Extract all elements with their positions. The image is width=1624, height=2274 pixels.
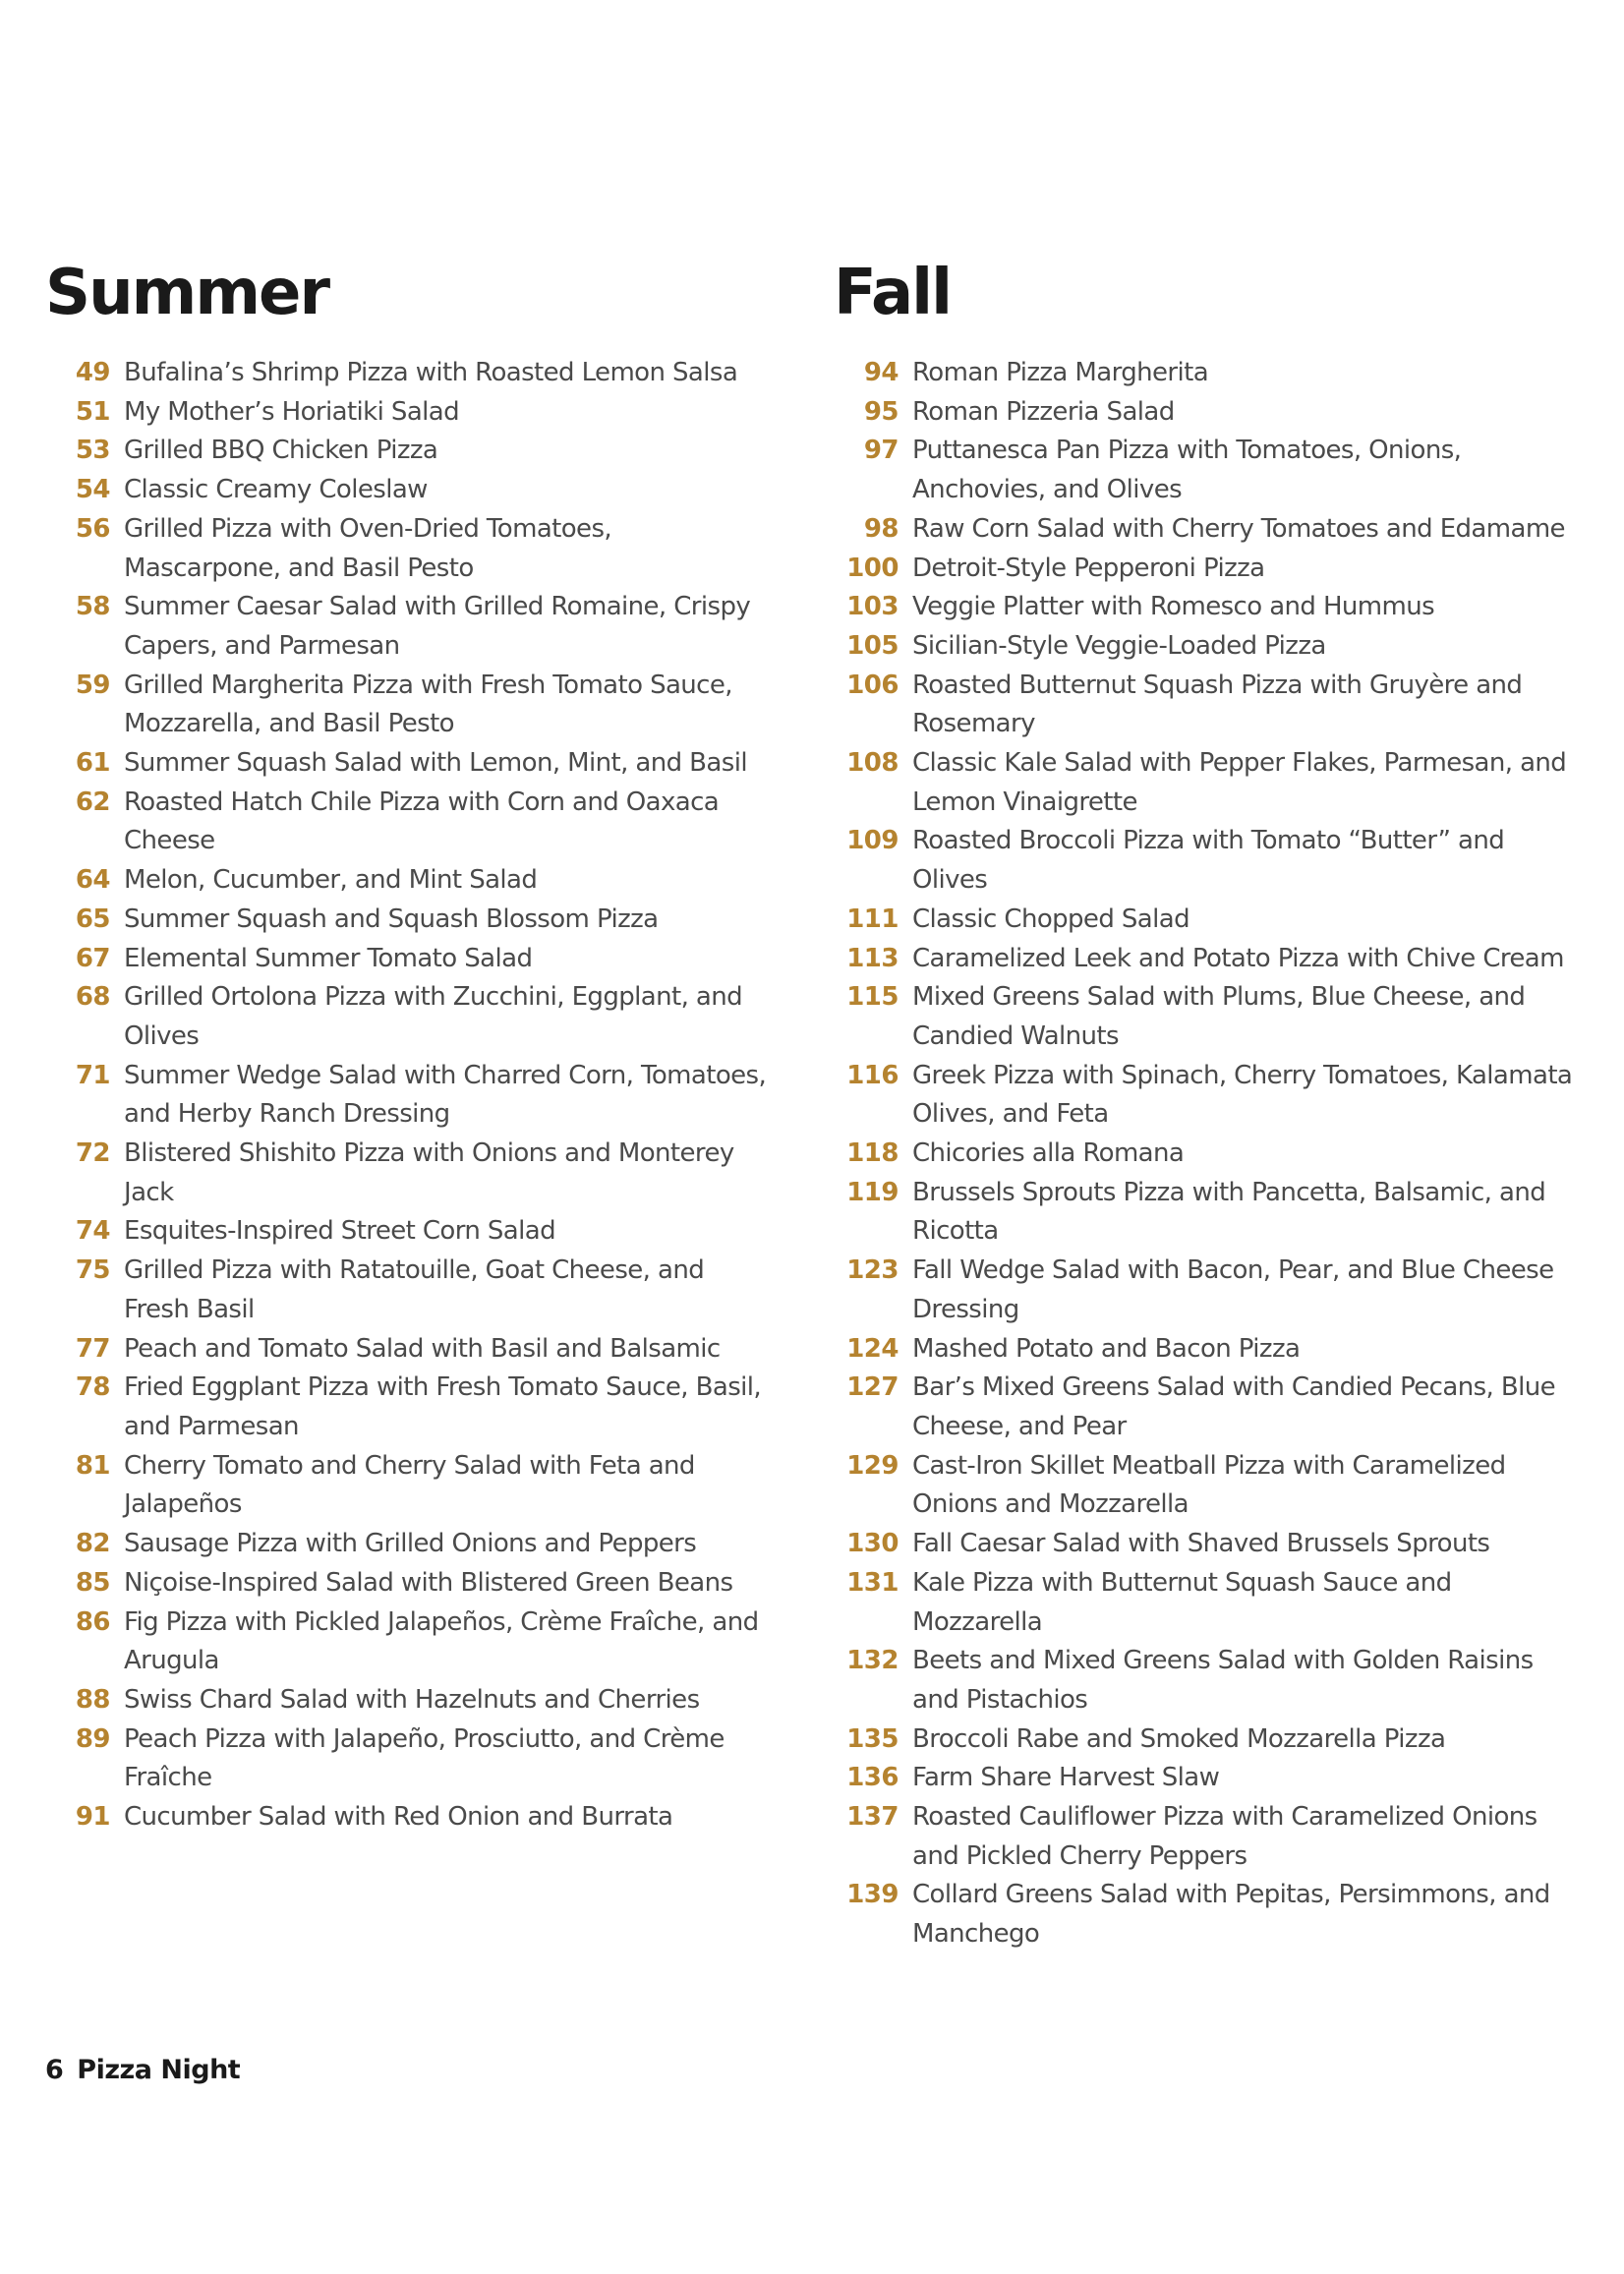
entry-recipe-title: My Mother’s Horiatiki Salad (124, 396, 460, 427)
toc-entry (834, 1447, 1581, 1525)
entry-page-number: 64 (75, 865, 110, 896)
summer-column (45, 244, 773, 1837)
footer-book-title: Pizza Night (77, 2055, 241, 2085)
toc-entry (834, 1525, 1581, 1564)
entry-page-number: 65 (75, 904, 110, 934)
toc-entry (45, 861, 773, 901)
entry-page-number: 139 (846, 1880, 899, 1910)
entry-page-number: 61 (75, 748, 110, 779)
entry-page-number: 75 (75, 1255, 110, 1286)
entry-page-number: 49 (75, 358, 110, 387)
toc-entry (834, 1369, 1581, 1446)
entry-recipe-title: Grilled Pizza with Ratatouille, Goat Cheese, and Fresh Basil (124, 1255, 705, 1324)
fall-entry-list (834, 354, 1581, 1954)
entry-recipe-title: Bufalina’s Shrimp Pizza with Roasted Lemon Salsa (124, 358, 738, 387)
toc-entry (834, 1642, 1581, 1720)
toc-entry (834, 1057, 1581, 1135)
toc-entry (834, 744, 1581, 822)
entry-page-number: 103 (846, 592, 899, 622)
footer-page-number: 6 (45, 2055, 64, 2085)
entry-recipe-title: Farm Share Harvest Slaw (912, 1763, 1220, 1793)
toc-entry (45, 1057, 773, 1135)
entry-page-number: 89 (75, 1723, 110, 1754)
toc-entry (45, 1447, 773, 1525)
toc-entry (834, 1798, 1581, 1876)
entry-page-number: 118 (846, 1138, 899, 1169)
entry-recipe-title: Veggie Platter with Romesco and Hummus (912, 592, 1435, 622)
entry-page-number: 136 (846, 1763, 899, 1793)
entry-recipe-title: Roasted Cauliflower Pizza with Caramelized Onions and Pickled Cherry Peppers (912, 1802, 1537, 1871)
entry-page-number: 113 (846, 943, 899, 973)
entry-recipe-title: Roasted Broccoli Pizza with Tomato “Butter” and Olives (912, 826, 1505, 896)
entry-recipe-title: Collard Greens Salad with Pepitas, Persimmons, and Manchego (912, 1880, 1550, 1950)
entry-page-number: 59 (75, 670, 110, 700)
entry-page-number: 95 (863, 396, 899, 427)
entry-recipe-title: Peach Pizza with Jalapeño, Prosciutto, and Crème Fraîche (124, 1723, 725, 1793)
entry-recipe-title: Caramelized Leek and Potato Pizza with Chive Cream (912, 943, 1564, 973)
toc-entry (45, 1252, 773, 1329)
entry-recipe-title: Swiss Chard Salad with Hazelnuts and Cherries (124, 1684, 700, 1715)
entry-recipe-title: Grilled BBQ Chicken Pizza (124, 436, 438, 466)
toc-entry (834, 1330, 1581, 1370)
entry-page-number: 54 (75, 475, 110, 505)
entry-recipe-title: Roasted Hatch Chile Pizza with Corn and Oaxaca Cheese (124, 787, 720, 856)
toc-entry (834, 901, 1581, 940)
entry-page-number: 85 (75, 1567, 110, 1598)
entry-page-number: 109 (846, 826, 899, 856)
toc-entry (45, 432, 773, 471)
entry-page-number: 106 (846, 670, 899, 700)
entry-recipe-title: Raw Corn Salad with Cherry Tomatoes and Edamame (912, 513, 1565, 544)
entry-page-number: 137 (846, 1802, 899, 1833)
toc-entry (834, 510, 1581, 550)
entry-page-number: 81 (75, 1450, 110, 1481)
summer-entry-list (45, 354, 773, 1837)
entry-recipe-title: Summer Wedge Salad with Charred Corn, Tomatoes, and Herby Ranch Dressing (124, 1060, 767, 1130)
entry-page-number: 74 (75, 1216, 110, 1247)
toc-entry (45, 354, 773, 393)
entry-page-number: 51 (75, 396, 110, 427)
toc-entry (45, 1369, 773, 1446)
toc-entry (45, 1564, 773, 1603)
toc-entry (45, 1135, 773, 1212)
entry-page-number: 132 (846, 1646, 899, 1676)
entry-recipe-title: Mixed Greens Salad with Plums, Blue Cheese, and Candied Walnuts (912, 982, 1526, 1051)
entry-recipe-title: Peach and Tomato Salad with Basil and Balsamic (124, 1333, 721, 1364)
fall-heading: Fall (834, 257, 952, 329)
entry-page-number: 86 (75, 1606, 110, 1637)
entry-recipe-title: Beets and Mixed Greens Salad with Golden Raisins and Pistachios (912, 1646, 1534, 1715)
toc-entry (834, 550, 1581, 589)
entry-page-number: 62 (75, 787, 110, 817)
toc-entry (834, 1252, 1581, 1329)
entry-recipe-title: Brussels Sprouts Pizza with Pancetta, Balsamic, and Ricotta (912, 1177, 1546, 1247)
toc-entry (45, 588, 773, 666)
entry-page-number: 108 (846, 748, 899, 779)
entry-page-number: 68 (75, 982, 110, 1013)
toc-entry (834, 1720, 1581, 1760)
entry-page-number: 127 (846, 1372, 899, 1403)
entry-page-number: 88 (75, 1684, 110, 1715)
toc-entry (834, 1174, 1581, 1252)
entry-recipe-title: Puttanesca Pan Pizza with Tomatoes, Onions, Anchovies, and Olives (912, 436, 1462, 505)
entry-page-number: 124 (846, 1333, 899, 1364)
entry-page-number: 58 (75, 592, 110, 622)
entry-recipe-title: Classic Chopped Salad (912, 904, 1189, 934)
entry-recipe-title: Classic Creamy Coleslaw (124, 475, 428, 505)
entry-page-number: 94 (863, 358, 899, 387)
toc-entry (45, 1681, 773, 1720)
entry-recipe-title: Grilled Margherita Pizza with Fresh Tomato Sauce, Mozzarella, and Basil Pesto (124, 670, 732, 739)
toc-entry (45, 901, 773, 940)
entry-page-number: 115 (846, 982, 899, 1013)
toc-entry (45, 940, 773, 979)
toc-entry (45, 1798, 773, 1837)
entry-recipe-title: Detroit-Style Pepperoni Pizza (912, 553, 1265, 583)
toc-entry (45, 1720, 773, 1798)
entry-recipe-title: Summer Caesar Salad with Grilled Romaine, Crispy Capers, and Parmesan (124, 592, 751, 661)
entry-recipe-title: Esquites-Inspired Street Corn Salad (124, 1216, 556, 1247)
toc-entry (834, 432, 1581, 509)
entry-page-number: 91 (75, 1802, 110, 1833)
toc-entry (834, 978, 1581, 1056)
entry-recipe-title: Cherry Tomato and Cherry Salad with Feta and Jalapeños (124, 1450, 695, 1520)
entry-recipe-title: Grilled Ortolona Pizza with Zucchini, Eggplant, and Olives (124, 982, 743, 1051)
toc-entry (834, 627, 1581, 667)
toc-entry (834, 588, 1581, 627)
entry-page-number: 77 (75, 1333, 110, 1364)
toc-entry (834, 940, 1581, 979)
entry-page-number: 131 (846, 1567, 899, 1598)
entry-recipe-title: Bar’s Mixed Greens Salad with Candied Pecans, Blue Cheese, and Pear (912, 1372, 1555, 1441)
toc-entry (45, 393, 773, 433)
entry-page-number: 82 (75, 1529, 110, 1559)
entry-page-number: 78 (75, 1372, 110, 1403)
toc-entry (834, 667, 1581, 744)
toc-entry (45, 978, 773, 1056)
toc-entry (834, 822, 1581, 900)
toc-entry (834, 393, 1581, 433)
toc-entry (834, 354, 1581, 393)
entry-recipe-title: Blistered Shishito Pizza with Onions and Monterey Jack (124, 1138, 734, 1207)
entry-page-number: 72 (75, 1138, 110, 1169)
toc-entry (45, 510, 773, 588)
fall-column (834, 244, 1581, 1954)
entry-page-number: 53 (75, 436, 110, 466)
entry-recipe-title: Summer Squash and Squash Blossom Pizza (124, 904, 659, 934)
entry-page-number: 56 (75, 513, 110, 544)
toc-entry (45, 1212, 773, 1252)
entry-recipe-title: Greek Pizza with Spinach, Cherry Tomatoes, Kalamata Olives, and Feta (912, 1060, 1573, 1130)
entry-recipe-title: Melon, Cucumber, and Mint Salad (124, 865, 538, 896)
entry-page-number: 116 (846, 1060, 899, 1090)
entry-recipe-title: Sausage Pizza with Grilled Onions and Peppers (124, 1529, 697, 1559)
toc-entry (834, 1876, 1581, 1953)
entry-page-number: 98 (863, 513, 899, 544)
entry-recipe-title: Fall Caesar Salad with Shaved Brussels Sprouts (912, 1529, 1490, 1559)
toc-entry (834, 1135, 1581, 1174)
toc-entry (45, 1603, 773, 1681)
entry-recipe-title: Elemental Summer Tomato Salad (124, 943, 533, 973)
entry-recipe-title: Roasted Butternut Squash Pizza with Gruyère and Rosemary (912, 670, 1523, 739)
toc-entry (45, 471, 773, 510)
page-footer (45, 2055, 240, 2085)
entry-recipe-title: Roman Pizzeria Salad (912, 396, 1175, 427)
entry-recipe-title: Grilled Pizza with Oven-Dried Tomatoes, Mascarpone, and Basil Pesto (124, 513, 612, 583)
entry-page-number: 130 (846, 1529, 899, 1559)
entry-recipe-title: Sicilian-Style Veggie-Loaded Pizza (912, 630, 1326, 661)
toc-entry (45, 1525, 773, 1564)
entry-page-number: 105 (846, 630, 899, 661)
toc-entry (834, 1564, 1581, 1642)
entry-page-number: 119 (846, 1177, 899, 1207)
entry-recipe-title: Mashed Potato and Bacon Pizza (912, 1333, 1301, 1364)
summer-heading: Summer (45, 257, 328, 329)
entry-recipe-title: Chicories alla Romana (912, 1138, 1185, 1169)
toc-entry (45, 744, 773, 784)
entry-page-number: 135 (846, 1723, 899, 1754)
entry-page-number: 67 (75, 943, 110, 973)
entry-recipe-title: Fig Pizza with Pickled Jalapeños, Crème Fraîche, and Arugula (124, 1606, 759, 1676)
entry-recipe-title: Niçoise-Inspired Salad with Blistered Green Beans (124, 1567, 733, 1598)
entry-recipe-title: Fall Wedge Salad with Bacon, Pear, and Blue Cheese Dressing (912, 1255, 1554, 1324)
entry-recipe-title: Summer Squash Salad with Lemon, Mint, and Basil (124, 748, 747, 779)
entry-recipe-title: Cucumber Salad with Red Onion and Burrata (124, 1802, 673, 1833)
entry-page-number: 129 (846, 1450, 899, 1481)
entry-recipe-title: Fried Eggplant Pizza with Fresh Tomato Sauce, Basil, and Parmesan (124, 1372, 762, 1441)
entry-page-number: 111 (846, 904, 899, 934)
entry-page-number: 97 (863, 436, 899, 466)
entry-recipe-title: Classic Kale Salad with Pepper Flakes, Parmesan, and Lemon Vinaigrette (912, 748, 1567, 817)
toc-entry (45, 667, 773, 744)
entry-page-number: 100 (846, 553, 899, 583)
toc-entry (45, 1330, 773, 1370)
entry-recipe-title: Broccoli Rabe and Smoked Mozzarella Pizza (912, 1723, 1446, 1754)
entry-recipe-title: Kale Pizza with Butternut Squash Sauce and Mozzarella (912, 1567, 1452, 1637)
toc-entry (45, 784, 773, 861)
entry-recipe-title: Cast-Iron Skillet Meatball Pizza with Caramelized Onions and Mozzarella (912, 1450, 1506, 1520)
entry-recipe-title: Roman Pizza Margherita (912, 358, 1209, 387)
toc-entry (834, 1759, 1581, 1798)
entry-page-number: 123 (846, 1255, 899, 1286)
entry-page-number: 71 (75, 1060, 110, 1090)
